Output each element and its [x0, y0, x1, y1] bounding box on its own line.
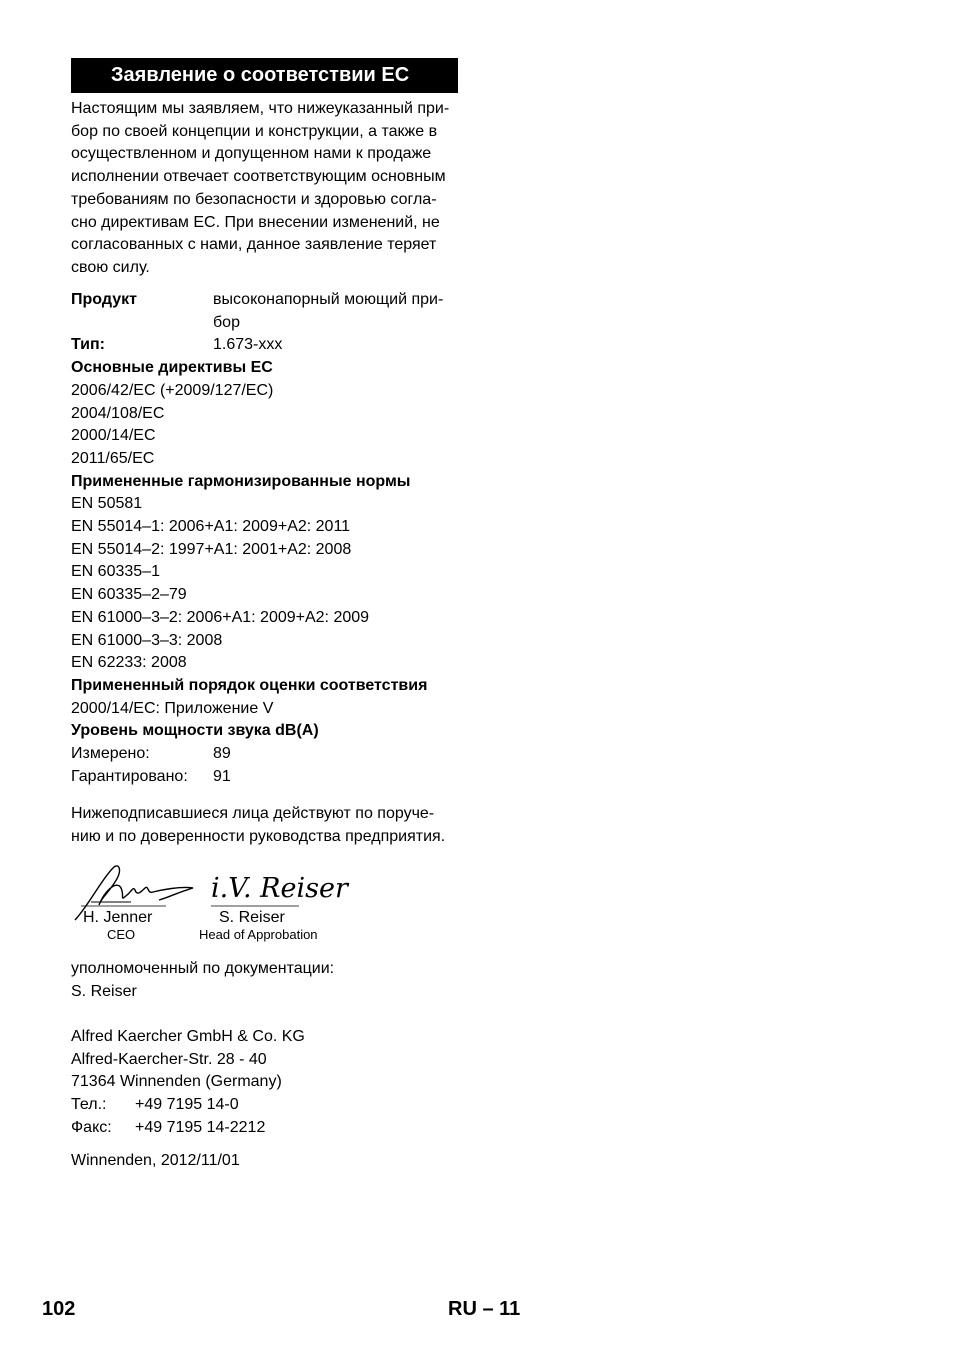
assessment-heading: Примененный порядок оценки соответствия	[71, 676, 428, 694]
signatures-graphic	[71, 850, 371, 950]
norm-item: EN 55014–2: 1997+A1: 2001+A2: 2008	[71, 540, 352, 558]
type-label: Тип:	[71, 336, 105, 354]
sound-guaranteed-row	[71, 766, 458, 789]
directives-heading: Основные директивы ЕС	[71, 359, 273, 377]
norm-item: EN 60335–1	[71, 563, 160, 581]
authorized-label: уполномоченный по документации:	[71, 960, 335, 977]
signature-block	[71, 850, 371, 950]
intro-line: требованиям по безопасности и здоровью согла-	[71, 190, 437, 208]
fax-row	[71, 1117, 458, 1140]
signers-line: Нижеподписавшиеся лица действуют по поруче-	[71, 805, 435, 822]
assessment-value: 2000/14/EC: Приложение V	[71, 699, 274, 717]
fax-label: Факс:	[71, 1118, 112, 1136]
signer-left-role: CEO	[107, 927, 136, 942]
norm-item: EN 60335–2–79	[71, 586, 187, 604]
sound-measured-value: 89	[213, 745, 231, 763]
address-block	[71, 1026, 458, 1140]
sound-heading: Уровень мощности звука dB(A)	[71, 722, 319, 740]
product-label: Продукт	[71, 291, 137, 308]
authorized-block	[71, 958, 458, 1003]
product-value: высоконапорный моющий при- бор	[213, 291, 444, 331]
section-page-label: RU – 11	[448, 1298, 521, 1320]
intro-line: сно директивам ЕС. При внесении изменений, не	[71, 213, 440, 231]
norm-item: EN 61000–3–2: 2006+A1: 2009+A2: 2009	[71, 608, 370, 626]
declaration-details	[71, 289, 458, 788]
signer-right-name: S. Reiser	[219, 909, 285, 926]
signature-reiser: i.V. Reiser	[211, 873, 348, 904]
intro-paragraph	[71, 98, 458, 280]
directive-item: 2006/42/EC (+2009/127/EC)	[71, 381, 274, 399]
type-row	[71, 334, 458, 357]
authorized-name: S. Reiser	[71, 982, 137, 1000]
intro-line: согласованных с нами, данное заявление теряет	[71, 236, 437, 254]
sound-guaranteed-label: Гарантировано:	[71, 767, 188, 785]
date-place-text: Winnenden, 2012/11/01	[71, 1152, 240, 1169]
phone-row	[71, 1094, 458, 1117]
phone-value: +49 7195 14-0	[135, 1096, 239, 1114]
signer-left-name: H. Jenner	[83, 909, 153, 926]
product-row	[71, 289, 458, 334]
intro-line: исполнении отвечает соответствующим основным	[71, 168, 446, 186]
page-number: 102	[42, 1298, 76, 1320]
signer-right-role: Head of Approbation	[199, 927, 318, 942]
city: 71364 Winnenden (Germany)	[71, 1073, 282, 1091]
fax-value: +49 7195 14-2212	[135, 1118, 266, 1136]
date-place	[71, 1150, 458, 1173]
intro-line: Настоящим мы заявляем, что нижеуказанный при-	[71, 100, 450, 117]
street: Alfred-Kaercher-Str. 28 - 40	[71, 1050, 267, 1068]
sound-measured-row	[71, 743, 458, 766]
company-name: Alfred Kaercher GmbH & Co. KG	[71, 1028, 305, 1045]
directive-item: 2004/108/EC	[71, 404, 165, 422]
directive-item: 2000/14/EC	[71, 427, 156, 445]
norm-item: EN 50581	[71, 495, 143, 513]
norm-item: EN 61000–3–3: 2008	[71, 631, 223, 649]
type-value: 1.673-xxx	[213, 336, 283, 354]
intro-line: свою силу.	[71, 258, 150, 276]
intro-line: осуществленном и допущенном нами к продаже	[71, 145, 432, 163]
norm-item: EN 55014–1: 2006+A1: 2009+A2: 2011	[71, 518, 351, 536]
sound-guaranteed-value: 91	[213, 767, 231, 785]
sound-measured-label: Измерено:	[71, 745, 150, 763]
intro-line: бор по своей концепции и конструкции, а также в	[71, 122, 438, 140]
norm-item: EN 62233: 2008	[71, 654, 187, 672]
phone-label: Тел.:	[71, 1096, 107, 1114]
signers-line: нию и по доверенности руководства предприятия.	[71, 827, 446, 845]
section-title: Заявление о соответствии ЕС	[71, 58, 458, 93]
signers-text	[71, 803, 458, 848]
norms-heading: Примененные гармонизированные нормы	[71, 472, 411, 490]
directive-item: 2011/65/EC	[71, 449, 155, 467]
